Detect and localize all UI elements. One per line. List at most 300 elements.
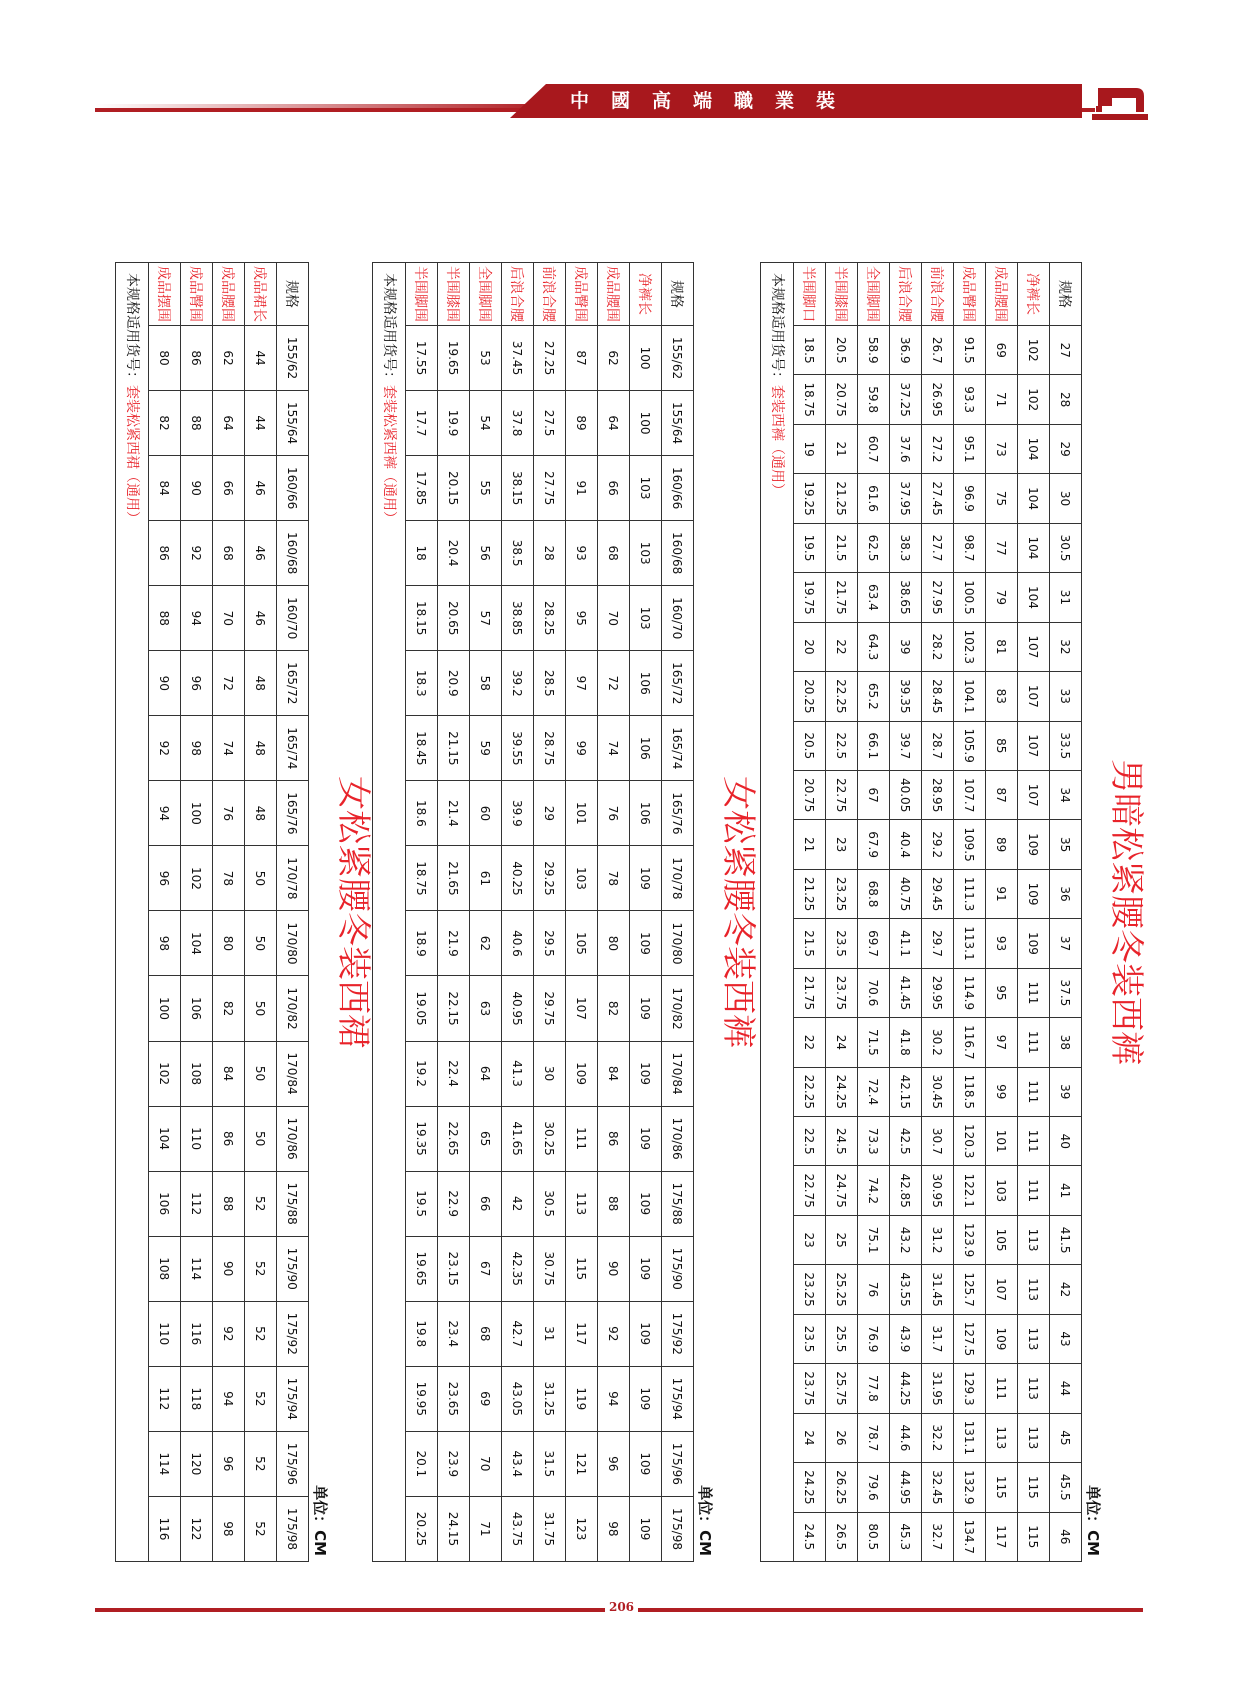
row-header: 规格 bbox=[277, 263, 309, 326]
table-cell: 28 bbox=[534, 521, 566, 586]
table-cell: 83 bbox=[986, 672, 1018, 721]
table-cell: 30.2 bbox=[922, 1018, 954, 1067]
women-skirt-applicable-note bbox=[115, 262, 148, 1562]
table-cell: 36.9 bbox=[890, 326, 922, 375]
table-cell: 43.2 bbox=[890, 1215, 922, 1264]
table-row bbox=[277, 263, 309, 1562]
table-cell: 23 bbox=[794, 1215, 826, 1264]
table-cell: 62 bbox=[470, 911, 502, 976]
table-cell: 79 bbox=[986, 573, 1018, 622]
table-cell: 43.4 bbox=[502, 1431, 534, 1496]
women-skirt-title: 女松紧腰冬装西裙 bbox=[333, 776, 373, 1048]
table-cell: 48 bbox=[245, 651, 277, 716]
table-cell: 95 bbox=[986, 968, 1018, 1017]
table-cell: 175/92 bbox=[662, 1301, 694, 1366]
table-cell: 112 bbox=[149, 1366, 181, 1431]
table-cell: 73.3 bbox=[858, 1117, 890, 1166]
table-cell: 21.5 bbox=[826, 523, 858, 572]
table-cell: 68 bbox=[213, 521, 245, 586]
table-cell: 44 bbox=[245, 326, 277, 391]
table-cell: 111 bbox=[1018, 1166, 1050, 1215]
table-cell: 120.3 bbox=[954, 1117, 986, 1166]
table-cell: 28 bbox=[1050, 375, 1082, 424]
table-cell: 109 bbox=[630, 1496, 662, 1561]
table-cell: 165/72 bbox=[662, 651, 694, 716]
table-cell: 84 bbox=[149, 456, 181, 521]
table-cell: 101 bbox=[566, 781, 598, 846]
table-cell: 42.5 bbox=[890, 1117, 922, 1166]
table-cell: 76.9 bbox=[858, 1314, 890, 1363]
table-row bbox=[826, 263, 858, 1562]
table-cell: 33.5 bbox=[1050, 721, 1082, 770]
men-trousers-title: 男暗松紧腰冬装西裤 bbox=[1106, 759, 1146, 1065]
table-cell: 103 bbox=[566, 846, 598, 911]
table-cell: 170/84 bbox=[277, 1041, 309, 1106]
table-cell: 69 bbox=[986, 326, 1018, 375]
men-size-table bbox=[793, 262, 1082, 1562]
table-cell: 115 bbox=[1018, 1463, 1050, 1512]
table-cell: 104 bbox=[1018, 474, 1050, 523]
table-cell: 117 bbox=[986, 1512, 1018, 1562]
table-cell: 69.7 bbox=[858, 919, 890, 968]
table-cell: 170/80 bbox=[662, 911, 694, 976]
footer-rule-left bbox=[95, 1608, 605, 1612]
row-header: 成品腰围 bbox=[598, 263, 630, 326]
table-cell: 63.4 bbox=[858, 573, 890, 622]
table-cell: 165/74 bbox=[662, 716, 694, 781]
table-cell: 32.2 bbox=[922, 1413, 954, 1462]
table-cell: 160/68 bbox=[277, 521, 309, 586]
table-cell: 39.55 bbox=[502, 716, 534, 781]
table-cell: 44 bbox=[245, 391, 277, 456]
table-cell: 24.5 bbox=[794, 1512, 826, 1562]
table-cell: 109 bbox=[630, 1236, 662, 1301]
table-cell: 22 bbox=[794, 1018, 826, 1067]
table-cell: 26.5 bbox=[826, 1512, 858, 1562]
women-skirt-note-label: 本规格适用货号： bbox=[124, 273, 140, 385]
table-cell: 80 bbox=[149, 326, 181, 391]
page-number: 206 bbox=[608, 1600, 635, 1614]
table-cell: 111.3 bbox=[954, 869, 986, 918]
table-cell: 20.65 bbox=[438, 586, 470, 651]
table-cell: 27.7 bbox=[922, 523, 954, 572]
table-cell: 28.2 bbox=[922, 622, 954, 671]
table-cell: 64 bbox=[213, 391, 245, 456]
women-trousers-unit-label: 单位：CM bbox=[696, 1485, 714, 1556]
table-cell: 87 bbox=[986, 770, 1018, 819]
table-cell: 104 bbox=[1018, 573, 1050, 622]
table-cell: 78 bbox=[213, 846, 245, 911]
table-cell: 97 bbox=[986, 1018, 1018, 1067]
row-header: 成品臀围 bbox=[954, 263, 986, 326]
table-cell: 46 bbox=[245, 521, 277, 586]
table-cell: 112 bbox=[181, 1171, 213, 1236]
table-cell: 170/78 bbox=[277, 846, 309, 911]
table-row bbox=[630, 263, 662, 1562]
table-cell: 109.5 bbox=[954, 820, 986, 869]
table-cell: 116.7 bbox=[954, 1018, 986, 1067]
table-cell: 113 bbox=[1018, 1413, 1050, 1462]
table-cell: 20.4 bbox=[438, 521, 470, 586]
table-cell: 175/96 bbox=[662, 1431, 694, 1496]
table-cell: 62.5 bbox=[858, 523, 890, 572]
table-cell: 37.25 bbox=[890, 375, 922, 424]
table-cell: 98 bbox=[213, 1496, 245, 1561]
table-row bbox=[986, 263, 1018, 1562]
row-header: 成品裙长 bbox=[245, 263, 277, 326]
table-cell: 19.5 bbox=[794, 523, 826, 572]
table-cell: 42 bbox=[502, 1171, 534, 1236]
table-cell: 68.8 bbox=[858, 869, 890, 918]
table-cell: 43.75 bbox=[502, 1496, 534, 1561]
table-row bbox=[598, 263, 630, 1562]
table-cell: 38 bbox=[1050, 1018, 1082, 1067]
table-cell: 113 bbox=[986, 1413, 1018, 1462]
table-cell: 106 bbox=[149, 1171, 181, 1236]
table-cell: 76 bbox=[858, 1265, 890, 1314]
table-cell: 22.25 bbox=[794, 1067, 826, 1116]
table-cell: 109 bbox=[566, 1041, 598, 1106]
table-cell: 170/86 bbox=[277, 1106, 309, 1171]
table-cell: 52 bbox=[245, 1301, 277, 1366]
table-cell: 67 bbox=[470, 1236, 502, 1301]
table-cell: 170/80 bbox=[277, 911, 309, 976]
table-cell: 125.7 bbox=[954, 1265, 986, 1314]
table-cell: 105 bbox=[986, 1215, 1018, 1264]
table-cell: 68 bbox=[598, 521, 630, 586]
table-cell: 97 bbox=[566, 651, 598, 716]
table-cell: 72 bbox=[213, 651, 245, 716]
table-cell: 78.7 bbox=[858, 1413, 890, 1462]
table-cell: 37.5 bbox=[1050, 968, 1082, 1017]
table-cell: 28.45 bbox=[922, 672, 954, 721]
table-cell: 52 bbox=[245, 1431, 277, 1496]
table-cell: 38.5 bbox=[502, 521, 534, 586]
table-cell: 175/98 bbox=[277, 1496, 309, 1561]
table-cell: 24.75 bbox=[826, 1166, 858, 1215]
table-cell: 77.8 bbox=[858, 1364, 890, 1413]
table-cell: 57 bbox=[470, 586, 502, 651]
table-cell: 26.95 bbox=[922, 375, 954, 424]
table-cell: 38.65 bbox=[890, 573, 922, 622]
table-cell: 127.5 bbox=[954, 1314, 986, 1363]
table-cell: 115 bbox=[1018, 1512, 1050, 1562]
table-cell: 23.9 bbox=[438, 1431, 470, 1496]
table-cell: 23.75 bbox=[794, 1364, 826, 1413]
table-cell: 30.25 bbox=[534, 1106, 566, 1171]
table-cell: 22.75 bbox=[826, 770, 858, 819]
row-header: 全围脚围 bbox=[858, 263, 890, 326]
table-cell: 22.4 bbox=[438, 1041, 470, 1106]
men-applicable-note bbox=[760, 262, 793, 1562]
table-cell: 107 bbox=[1018, 721, 1050, 770]
table-cell: 50 bbox=[245, 1041, 277, 1106]
table-cell: 45.5 bbox=[1050, 1463, 1082, 1512]
table-cell: 39 bbox=[890, 622, 922, 671]
table-cell: 96 bbox=[213, 1431, 245, 1496]
row-header: 成品腰围 bbox=[986, 263, 1018, 326]
table-cell: 24.15 bbox=[438, 1496, 470, 1561]
table-cell: 18.15 bbox=[406, 586, 438, 651]
women-trousers-title: 女松紧腰冬装西裤 bbox=[718, 776, 758, 1048]
table-row bbox=[566, 263, 598, 1562]
table-cell: 102 bbox=[1018, 326, 1050, 375]
table-cell: 134.7 bbox=[954, 1512, 986, 1562]
table-cell: 28.25 bbox=[534, 586, 566, 651]
table-cell: 109 bbox=[1018, 820, 1050, 869]
table-cell: 30.5 bbox=[1050, 523, 1082, 572]
table-cell: 105.9 bbox=[954, 721, 986, 770]
table-cell: 37.45 bbox=[502, 326, 534, 391]
table-cell: 21.5 bbox=[794, 919, 826, 968]
table-cell: 120 bbox=[181, 1431, 213, 1496]
table-cell: 96.9 bbox=[954, 474, 986, 523]
table-cell: 19.5 bbox=[406, 1171, 438, 1236]
table-cell: 82 bbox=[598, 976, 630, 1041]
table-cell: 63 bbox=[470, 976, 502, 1041]
table-cell: 98.7 bbox=[954, 523, 986, 572]
table-cell: 110 bbox=[181, 1106, 213, 1171]
table-cell: 98 bbox=[149, 911, 181, 976]
table-cell: 104 bbox=[1018, 424, 1050, 473]
table-cell: 20.5 bbox=[826, 326, 858, 375]
row-header: 规格 bbox=[1050, 263, 1082, 326]
table-cell: 102 bbox=[181, 846, 213, 911]
table-row bbox=[181, 263, 213, 1562]
table-cell: 75.1 bbox=[858, 1215, 890, 1264]
table-cell: 84 bbox=[213, 1041, 245, 1106]
table-row bbox=[438, 263, 470, 1562]
table-cell: 52 bbox=[245, 1171, 277, 1236]
table-cell: 44 bbox=[1050, 1364, 1082, 1413]
table-cell: 19.9 bbox=[438, 391, 470, 456]
table-cell: 22.15 bbox=[438, 976, 470, 1041]
table-cell: 40.25 bbox=[502, 846, 534, 911]
table-cell: 38.85 bbox=[502, 586, 534, 651]
table-cell: 109 bbox=[1018, 869, 1050, 918]
table-cell: 106 bbox=[181, 976, 213, 1041]
table-cell: 44.95 bbox=[890, 1463, 922, 1512]
table-cell: 170/84 bbox=[662, 1041, 694, 1106]
table-cell: 66 bbox=[213, 456, 245, 521]
table-cell: 27 bbox=[1050, 326, 1082, 375]
table-cell: 35 bbox=[1050, 820, 1082, 869]
table-cell: 109 bbox=[630, 1301, 662, 1366]
table-cell: 74.2 bbox=[858, 1166, 890, 1215]
table-cell: 52 bbox=[245, 1366, 277, 1431]
table-cell: 45 bbox=[1050, 1413, 1082, 1462]
table-cell: 45.3 bbox=[890, 1512, 922, 1562]
row-header: 前浪合腰 bbox=[922, 263, 954, 326]
table-cell: 23.65 bbox=[438, 1366, 470, 1431]
table-cell: 76 bbox=[598, 781, 630, 846]
table-cell: 129.3 bbox=[954, 1364, 986, 1413]
table-cell: 116 bbox=[149, 1496, 181, 1561]
table-cell: 62 bbox=[598, 326, 630, 391]
table-cell: 29.25 bbox=[534, 846, 566, 911]
table-cell: 40.75 bbox=[890, 869, 922, 918]
table-cell: 39.2 bbox=[502, 651, 534, 716]
row-header: 成品臀围 bbox=[181, 263, 213, 326]
table-cell: 23 bbox=[826, 820, 858, 869]
table-cell: 25.75 bbox=[826, 1364, 858, 1413]
table-cell: 19.05 bbox=[406, 976, 438, 1041]
row-header: 后浪合腰 bbox=[502, 263, 534, 326]
table-cell: 107 bbox=[986, 1265, 1018, 1314]
row-header: 半围脚口 bbox=[794, 263, 826, 326]
table-cell: 102.3 bbox=[954, 622, 986, 671]
table-cell: 175/92 bbox=[277, 1301, 309, 1366]
table-cell: 59 bbox=[470, 716, 502, 781]
men-unit-label: 单位：CM bbox=[1084, 1485, 1102, 1556]
table-cell: 103 bbox=[630, 521, 662, 586]
table-cell: 55 bbox=[470, 456, 502, 521]
table-cell: 40.05 bbox=[890, 770, 922, 819]
women-trousers-note-value: 套装松紧西裤（通用） bbox=[381, 385, 397, 525]
table-cell: 88 bbox=[181, 391, 213, 456]
table-cell: 104 bbox=[149, 1106, 181, 1171]
table-cell: 104 bbox=[1018, 523, 1050, 572]
table-cell: 111 bbox=[1018, 1117, 1050, 1166]
table-cell: 104 bbox=[181, 911, 213, 976]
table-cell: 118.5 bbox=[954, 1067, 986, 1116]
table-row bbox=[213, 263, 245, 1562]
table-cell: 107 bbox=[1018, 622, 1050, 671]
table-cell: 103 bbox=[630, 456, 662, 521]
table-cell: 19.25 bbox=[794, 474, 826, 523]
table-cell: 50 bbox=[245, 911, 277, 976]
table-cell: 170/86 bbox=[662, 1106, 694, 1171]
table-cell: 94 bbox=[181, 586, 213, 651]
table-cell: 101 bbox=[986, 1117, 1018, 1166]
table-cell: 24.25 bbox=[794, 1463, 826, 1512]
table-cell: 170/78 bbox=[662, 846, 694, 911]
table-cell: 98 bbox=[598, 1496, 630, 1561]
table-cell: 155/62 bbox=[277, 326, 309, 391]
table-cell: 107 bbox=[1018, 770, 1050, 819]
table-cell: 92 bbox=[149, 716, 181, 781]
table-cell: 17.7 bbox=[406, 391, 438, 456]
table-cell: 93 bbox=[986, 919, 1018, 968]
table-cell: 46 bbox=[245, 456, 277, 521]
table-cell: 113 bbox=[1018, 1314, 1050, 1363]
table-cell: 90 bbox=[213, 1236, 245, 1301]
table-cell: 19.95 bbox=[406, 1366, 438, 1431]
table-cell: 82 bbox=[149, 391, 181, 456]
table-cell: 89 bbox=[986, 820, 1018, 869]
table-cell: 77 bbox=[986, 523, 1018, 572]
table-cell: 116 bbox=[181, 1301, 213, 1366]
table-cell: 24 bbox=[826, 1018, 858, 1067]
table-cell: 37.8 bbox=[502, 391, 534, 456]
table-row bbox=[858, 263, 890, 1562]
table-cell: 37.95 bbox=[890, 474, 922, 523]
table-cell: 30.75 bbox=[534, 1236, 566, 1301]
table-row bbox=[794, 263, 826, 1562]
table-cell: 19.2 bbox=[406, 1041, 438, 1106]
table-cell: 87 bbox=[566, 326, 598, 391]
table-cell: 102 bbox=[1018, 375, 1050, 424]
table-cell: 48 bbox=[245, 716, 277, 781]
table-cell: 21.65 bbox=[438, 846, 470, 911]
table-cell: 175/94 bbox=[277, 1366, 309, 1431]
table-cell: 155/64 bbox=[277, 391, 309, 456]
table-cell: 79.6 bbox=[858, 1463, 890, 1512]
table-cell: 26.7 bbox=[922, 326, 954, 375]
table-cell: 31.25 bbox=[534, 1366, 566, 1431]
table-cell: 60 bbox=[470, 781, 502, 846]
table-cell: 42.35 bbox=[502, 1236, 534, 1301]
table-cell: 31.75 bbox=[534, 1496, 566, 1561]
table-cell: 108 bbox=[181, 1041, 213, 1106]
table-cell: 25 bbox=[826, 1215, 858, 1264]
table-cell: 100 bbox=[630, 391, 662, 456]
table-cell: 80 bbox=[213, 911, 245, 976]
table-cell: 34 bbox=[1050, 770, 1082, 819]
table-cell: 85 bbox=[986, 721, 1018, 770]
women-trousers-panel bbox=[340, 262, 760, 1562]
table-cell: 18.75 bbox=[794, 375, 826, 424]
men-trousers-panel bbox=[728, 262, 1148, 1562]
table-cell: 65.2 bbox=[858, 672, 890, 721]
table-cell: 40 bbox=[1050, 1117, 1082, 1166]
table-cell: 66 bbox=[598, 456, 630, 521]
table-cell: 19.65 bbox=[406, 1236, 438, 1301]
men-note-value: 套装西裤（通用） bbox=[769, 385, 785, 497]
table-cell: 68 bbox=[470, 1301, 502, 1366]
table-cell: 18 bbox=[406, 521, 438, 586]
table-cell: 19.65 bbox=[438, 326, 470, 391]
table-cell: 27.45 bbox=[922, 474, 954, 523]
table-cell: 21.9 bbox=[438, 911, 470, 976]
table-cell: 113 bbox=[1018, 1215, 1050, 1264]
table-cell: 99 bbox=[566, 716, 598, 781]
table-cell: 92 bbox=[598, 1301, 630, 1366]
header-title: 中國高端職業裝 bbox=[570, 90, 858, 112]
table-cell: 19 bbox=[794, 424, 826, 473]
table-cell: 67 bbox=[858, 770, 890, 819]
table-cell: 21 bbox=[794, 820, 826, 869]
table-cell: 107 bbox=[566, 976, 598, 1041]
table-cell: 31.95 bbox=[922, 1364, 954, 1413]
table-cell: 113 bbox=[566, 1171, 598, 1236]
table-cell: 111 bbox=[566, 1106, 598, 1171]
table-cell: 80 bbox=[598, 911, 630, 976]
table-cell: 21.75 bbox=[826, 573, 858, 622]
table-cell: 165/72 bbox=[277, 651, 309, 716]
table-cell: 86 bbox=[598, 1106, 630, 1171]
table-cell: 21.15 bbox=[438, 716, 470, 781]
table-cell: 28.5 bbox=[534, 651, 566, 716]
row-header: 规格 bbox=[662, 263, 694, 326]
table-cell: 109 bbox=[1018, 919, 1050, 968]
row-header: 成品臀围 bbox=[566, 263, 598, 326]
table-cell: 96 bbox=[181, 651, 213, 716]
table-cell: 70 bbox=[598, 586, 630, 651]
table-cell: 175/90 bbox=[277, 1236, 309, 1301]
table-cell: 106 bbox=[630, 651, 662, 716]
table-cell: 31.7 bbox=[922, 1314, 954, 1363]
table-cell: 20.9 bbox=[438, 651, 470, 716]
table-row bbox=[149, 263, 181, 1562]
table-cell: 29.5 bbox=[534, 911, 566, 976]
table-cell: 160/66 bbox=[662, 456, 694, 521]
table-cell: 54 bbox=[470, 391, 502, 456]
table-row bbox=[534, 263, 566, 1562]
table-cell: 19.8 bbox=[406, 1301, 438, 1366]
table-cell: 61 bbox=[470, 846, 502, 911]
table-cell: 72.4 bbox=[858, 1067, 890, 1116]
